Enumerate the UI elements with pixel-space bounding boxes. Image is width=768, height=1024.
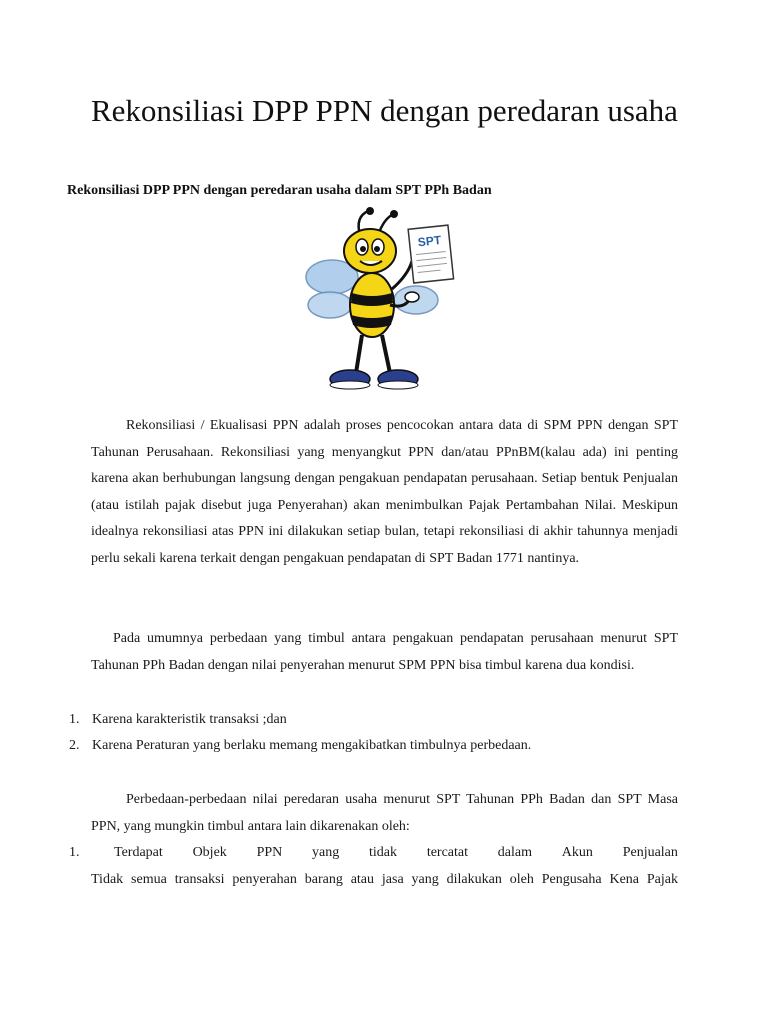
word: Akun bbox=[561, 845, 593, 860]
list-number: 1. bbox=[69, 712, 80, 727]
word: Penjualan bbox=[622, 845, 678, 860]
paragraph-rekonsiliasi: Rekonsiliasi / Ekualisasi PPN adalah proses pencocokan antara data di SPM PPN dengan SPT Tahunan Perusahaan. Rekonsiliasi yang menyangkut PPN dan/atau PPnBM(kalau ada) ini penting karena akan berhubungan langsung dengan pengakuan pendapatan perusahaan. Setiap bentuk Penjualan (atau istilah pajak disebut juga Penyerahan) akan menimbulkan Pajak Pertambahan Nilai. Meskipun idealnya rekonsiliasi atas PPN ini dilakukan setiap bulan, tetapi rekonsiliasi di akhir tahunnya menjadi perlu sekali karena terkait dengan pengakuan pendapatan di SPT Badan 1771 nantinya. bbox=[91, 418, 678, 566]
word: PPN bbox=[256, 845, 283, 860]
list-number: 2. bbox=[69, 738, 80, 753]
paragraph-perbedaan: Pada umumnya perbedaan yang timbul antara pengakuan pendapatan perusahaan menurut SPT Tahunan PPh Badan dengan nilai penyerahan menurut SPM PPN bisa timbul karena dua kondisi. bbox=[91, 631, 678, 673]
word: yang bbox=[312, 845, 340, 860]
word: tercatat bbox=[426, 845, 468, 860]
list-number: 1. bbox=[69, 845, 80, 860]
page-title: Rekonsiliasi DPP PPN dengan peredaran usaha bbox=[91, 93, 678, 128]
word: Objek bbox=[192, 845, 227, 860]
list-text: Karena karakteristik transaksi ;dan bbox=[92, 712, 287, 727]
paragraph-nilai-peredaran: Perbedaan-perbedaan nilai peredaran usaha menurut SPT Tahunan PPh Badan dan SPT Masa PPN, yang mungkin timbul antara lain dikarenakan oleh: bbox=[91, 792, 678, 834]
document-subtitle: Rekonsiliasi DPP PPN dengan peredaran usaha dalam SPT PPh Badan bbox=[67, 183, 492, 198]
word: dalam bbox=[497, 845, 532, 860]
spt-sign-text: SPT bbox=[417, 232, 442, 250]
paragraph-continuation: Tidak semua transaksi penyerahan barang atau jasa yang dilakukan oleh Pengusaha Kena Pajak bbox=[91, 872, 678, 887]
word: tidak bbox=[369, 845, 398, 860]
list-text: Karena Peraturan yang berlaku memang mengakibatkan timbulnya perbedaan. bbox=[92, 738, 532, 753]
word: Terdapat bbox=[114, 845, 163, 860]
bee-mascot-holding-spt-icon bbox=[300, 205, 460, 395]
list-item-heading bbox=[114, 840, 678, 867]
